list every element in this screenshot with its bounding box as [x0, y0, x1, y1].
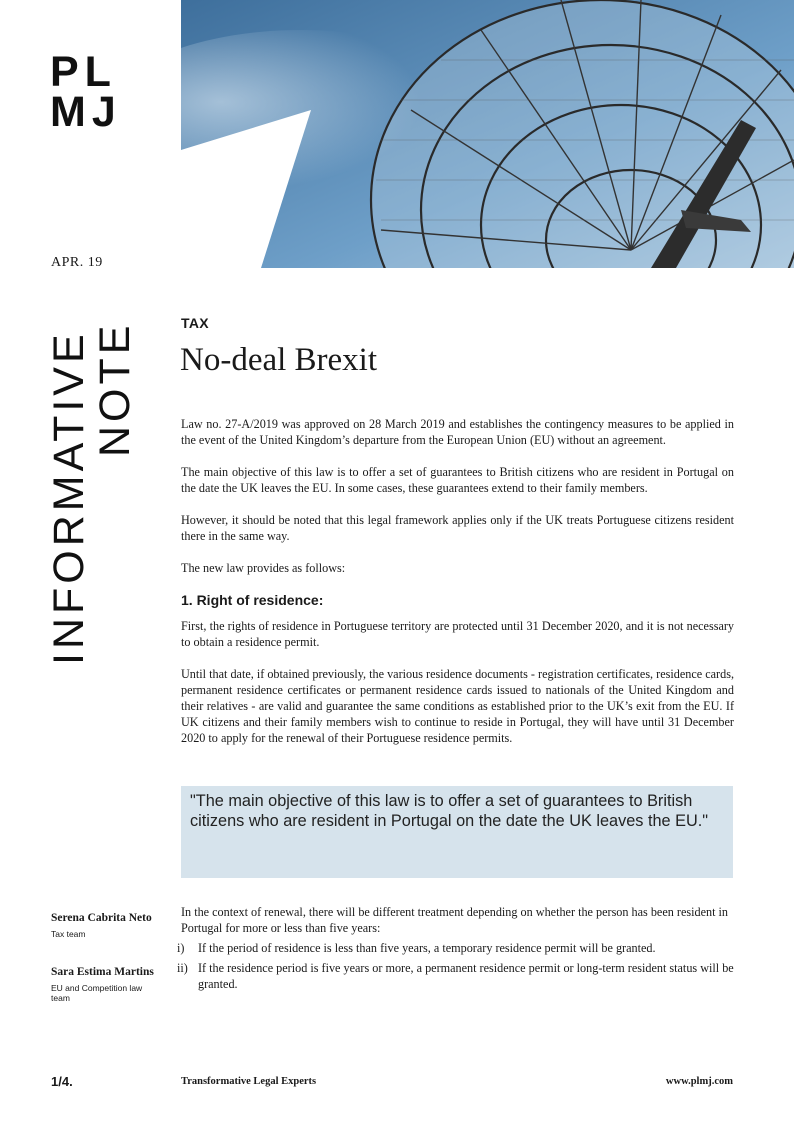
hero-image: [181, 0, 794, 268]
author-team: EU and Competition law team: [51, 983, 143, 1003]
paragraph: First, the rights of residence in Portuguese territory are protected until 31 December 2020, and it is not necessary to obtain a residence permit.: [181, 619, 734, 649]
logo-line-1: PL: [50, 48, 117, 96]
paragraph: The main objective of this law is to offer a set of guarantees to British citizens who are resident in Portugal on the date the UK leaves the EU. In some cases, these guarantees extend to their family members.: [181, 465, 734, 495]
paragraph: The new law provides as follows:: [181, 561, 346, 575]
vertical-title-line-2: NOTE: [91, 321, 139, 457]
category-label: TAX: [181, 315, 209, 331]
list-text: If the residence period is five years or more, a permanent residence permit or long-term resident status will be granted.: [198, 961, 734, 991]
section-heading: 1. Right of residence:: [181, 592, 324, 608]
vertical-title-line-1: INFORMATIVE: [45, 330, 93, 665]
paragraph: In the context of renewal, there will be different treatment depending on whether the person has been resident in Portugal for more or less than five years:: [181, 905, 728, 935]
paragraph: However, it should be noted that this legal framework applies only if the UK treats Portuguese citizens resident there in the same way.: [181, 513, 734, 543]
author-block: [51, 966, 161, 1003]
list-item: [177, 960, 734, 992]
page-title: No-deal Brexit: [180, 342, 378, 378]
author-block: [51, 912, 161, 939]
list-item: [177, 940, 734, 956]
paragraph: Law no. 27-A/2019 was approved on 28 March 2019 and establishes the contingency measures to be applied in the event of the United Kingdom’s departure from the European Union (EU) without an agreement.: [181, 417, 734, 447]
logo-line-2: MJ: [50, 88, 122, 136]
page-number: 1/4.: [51, 1074, 73, 1089]
issue-date: APR. 19: [51, 255, 103, 270]
list-number: ii): [177, 961, 188, 975]
renewal-list: [177, 940, 734, 992]
author-name: Sara Estima Martins: [51, 966, 154, 978]
radio-telescope-image: [181, 0, 794, 268]
plmj-logo: [50, 48, 132, 136]
informative-note-title: [46, 322, 138, 665]
author-name: Serena Cabrita Neto: [51, 912, 152, 924]
pull-quote: "The main objective of this law is to offer a set of guarantees to British citizens who are resident in Portugal on the date the UK leaves the EU.": [181, 786, 733, 878]
footer-website-link[interactable]: www.plmj.com: [665, 1076, 733, 1087]
renewal-section: [177, 904, 734, 996]
paragraph: Until that date, if obtained previously, the various residence documents - registration certificates, residence cards, permanent residence certificates or permanent residence cards issued to nationals of the United Kingdom and their relatives - are valid and guarantee the same conditions as established prior to the UK’s exit from the EU. If UK citizens and their family members wish to continue to reside in Portugal, they will have until 31 December 2020 to apply for the renewal of their Portuguese residence permits.: [181, 667, 734, 745]
author-team: Tax team: [51, 929, 86, 939]
list-text: If the period of residence is less than five years, a temporary residence permit will be granted.: [198, 941, 656, 955]
list-number: i): [177, 941, 185, 955]
footer-tagline: Transformative Legal Experts: [181, 1076, 317, 1087]
article-body: [181, 416, 734, 762]
